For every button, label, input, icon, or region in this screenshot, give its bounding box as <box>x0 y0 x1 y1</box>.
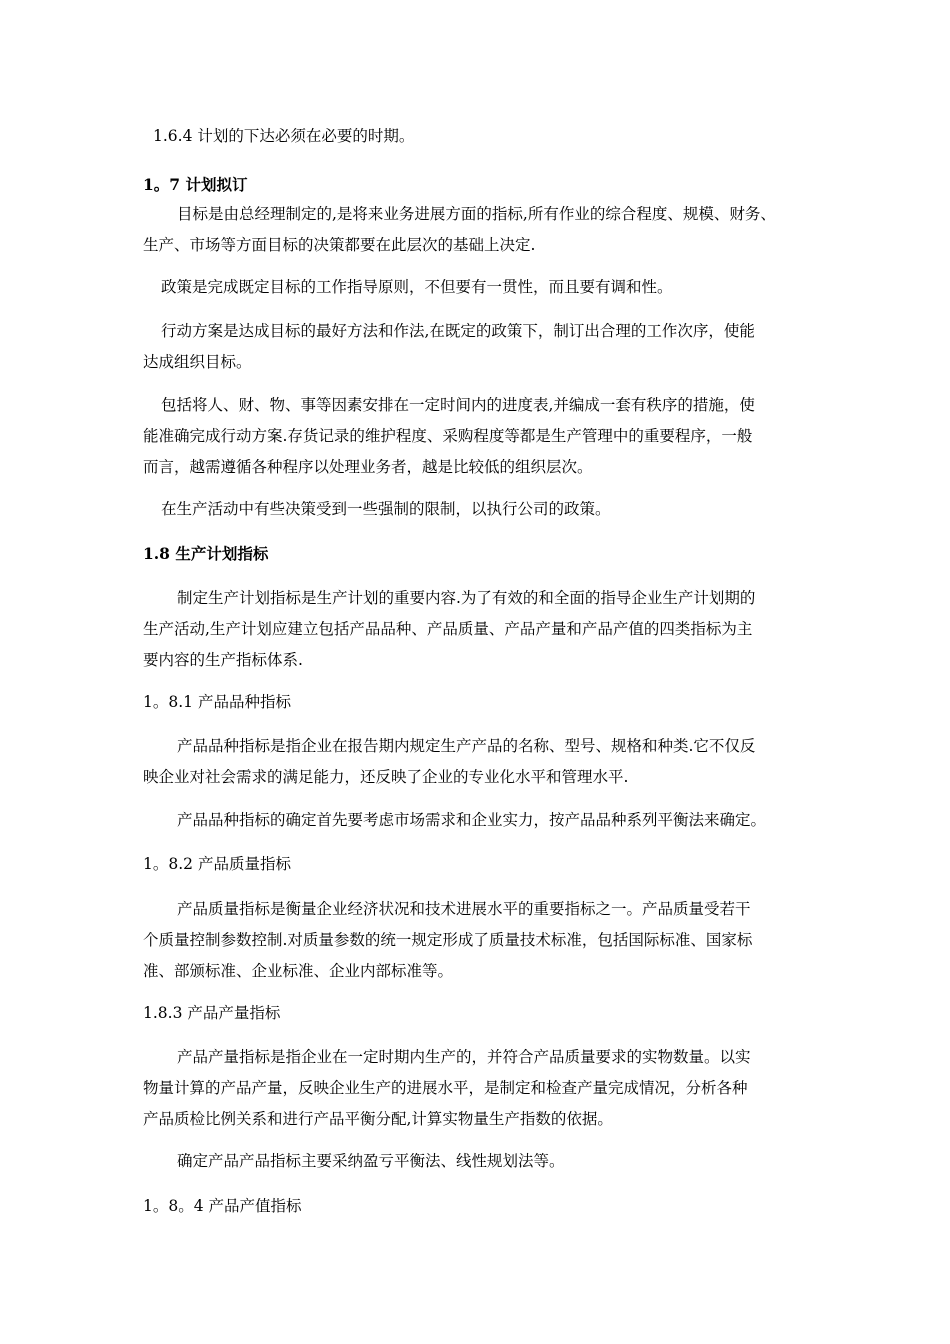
text-line: 在生产活动中有些决策受到一些强制的限制，以执行公司的政策。 <box>161 500 611 518</box>
text-line: 行动方案是达成目标的最好方法和作法,在既定的政策下，制订出合理的工作次序，使能 <box>161 322 755 340</box>
paragraph-constraints <box>143 494 813 525</box>
subsection-heading-1-8-2 <box>143 849 813 880</box>
subsection-heading-1-8-4 <box>143 1191 813 1222</box>
text-line: 物量计算的产品产量，反映企业生产的进展水平，是制定和检查产量完成情况，分析各种 <box>143 1079 748 1097</box>
text-line: 产品质检比例关系和进行产品平衡分配,计算实物量生产指数的依据。 <box>143 1110 613 1128</box>
text-line: 要内容的生产指标体系. <box>143 651 303 669</box>
text-line: 政策是完成既定目标的工作指导原则，不但要有一贯性，而且要有调和性。 <box>161 278 673 296</box>
paragraph-action-plan <box>143 316 813 378</box>
heading-text: 1。8。4 产品产值指标 <box>143 1197 302 1215</box>
paragraph-objectives <box>143 199 813 261</box>
text-line: 包括将人、财、物、事等因素安排在一定时间内的进度表,并编成一套有秩序的措施，使 <box>161 396 755 414</box>
text-line: 1.6.4 计划的下达必须在必要的时期。 <box>153 127 415 145</box>
text-line: 准、部颁标准、企业标准、企业内部标准等。 <box>143 962 454 980</box>
heading-text: 1。8.2 产品质量指标 <box>143 855 291 873</box>
text-line: 目标是由总经理制定的,是将来业务进展方面的指标,所有作业的综合程度、规模、财务、 <box>177 205 776 223</box>
text-line: 能准确完成行动方案.存货记录的维护程度、采购程度等都是生产管理中的重要程序，一般 <box>143 427 753 445</box>
paragraph-output-method <box>143 1146 813 1177</box>
heading-text: 1。8.1 产品品种指标 <box>143 693 291 711</box>
text-line: 产品品种指标是指企业在报告期内规定生产产品的名称、型号、规格和种类.它不仅反 <box>177 737 756 755</box>
text-line: 个质量控制参数控制.对质量参数的统一规定形成了质量技术标准，包括国际标准、国家标 <box>143 931 753 949</box>
paragraph-variety-indicator <box>143 731 813 793</box>
text-line: 生产活动,生产计划应建立包括产品品种、产品质量、产品产量和产品产值的四类指标为主 <box>143 620 753 638</box>
paragraph-variety-method <box>143 805 813 836</box>
paragraph-output-indicator <box>143 1042 813 1135</box>
section-heading-1-8 <box>143 538 813 569</box>
paragraph-production-indicators <box>143 583 813 676</box>
text-line: 生产、市场等方面目标的决策都要在此层次的基础上决定. <box>143 236 536 254</box>
paragraph-schedule <box>143 390 813 483</box>
heading-text: 1.8.3 产品产量指标 <box>143 1004 281 1022</box>
text-line: 而言，越需遵循各种程序以处理业务者，越是比较低的组织层次。 <box>143 458 593 476</box>
text-line: 映企业对社会需求的满足能力，还反映了企业的专业化水平和管理水平. <box>143 768 629 786</box>
section-item-1-6-4 <box>143 121 813 152</box>
text-line: 产品产量指标是指企业在一定时期内生产的，并符合产品质量要求的实物数量。以实 <box>177 1048 751 1066</box>
text-line: 产品质量指标是衡量企业经济状况和技术进展水平的重要指标之一。产品质量受若干 <box>177 900 751 918</box>
subsection-heading-1-8-3 <box>143 998 813 1029</box>
text-line: 确定产品产品指标主要采纳盈亏平衡法、线性规划法等。 <box>177 1152 565 1170</box>
text-line: 制定生产计划指标是生产计划的重要内容.为了有效的和全面的指导企业生产计划期的 <box>177 589 756 607</box>
text-line: 达成组织目标。 <box>143 353 252 371</box>
heading-text: 1.8 生产计划指标 <box>143 544 269 563</box>
text-line: 产品品种指标的确定首先要考虑市场需求和企业实力，按产品品种系列平衡法来确定。 <box>177 811 767 829</box>
subsection-heading-1-8-1 <box>143 687 813 718</box>
section-heading-1-7 <box>143 169 813 200</box>
heading-text: 1。7 计划拟订 <box>143 175 248 194</box>
paragraph-policy <box>143 272 813 303</box>
paragraph-quality-indicator <box>143 894 813 987</box>
